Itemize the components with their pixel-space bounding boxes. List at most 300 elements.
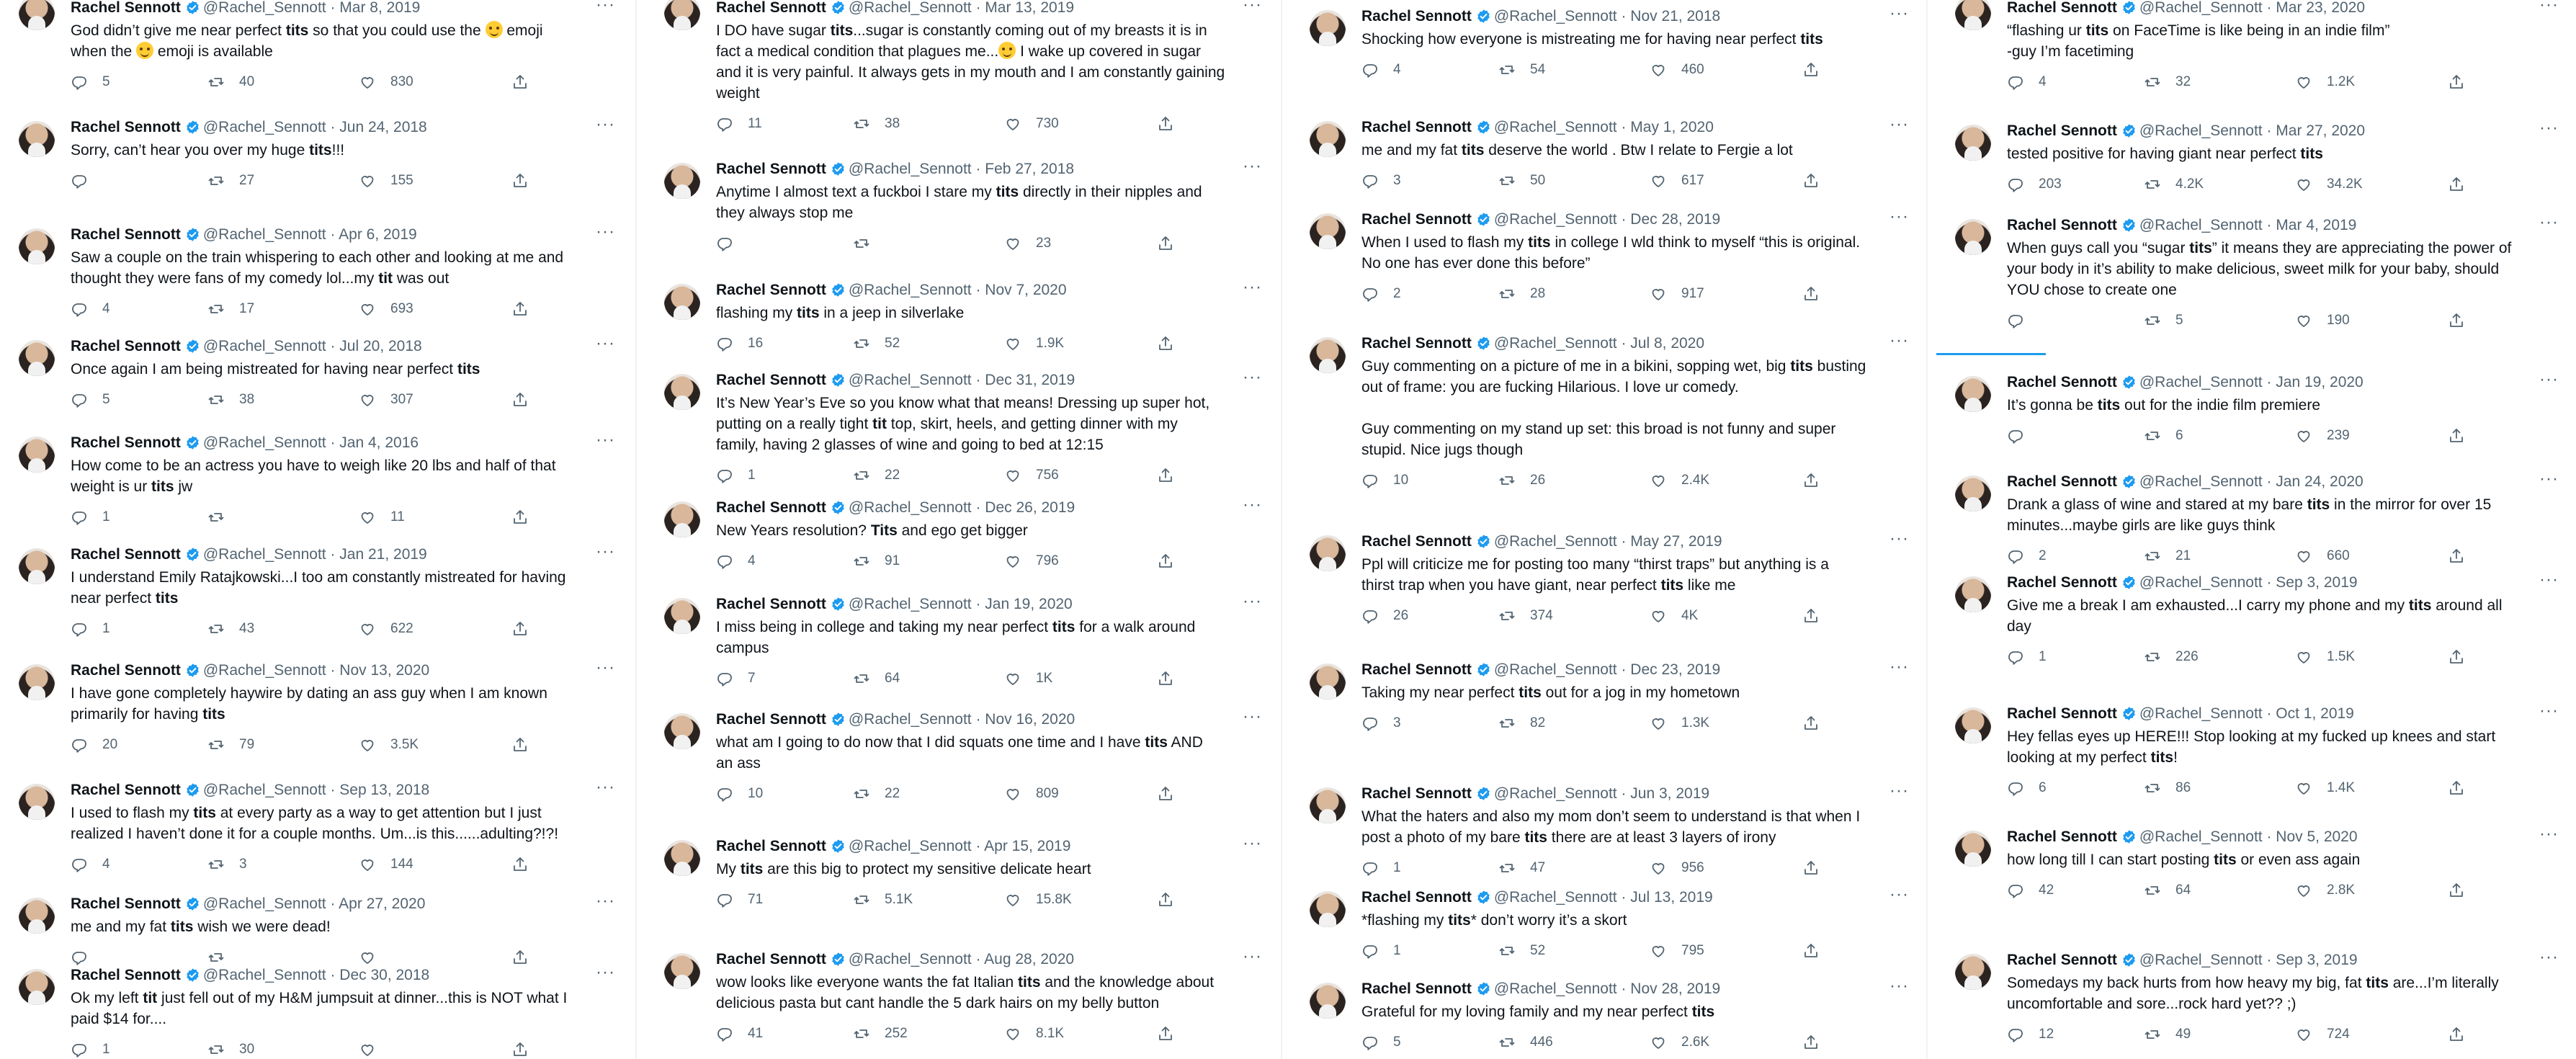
- share-button[interactable]: [1157, 784, 1174, 804]
- more-icon[interactable]: ···: [1243, 277, 1262, 297]
- more-icon[interactable]: ···: [1243, 495, 1262, 514]
- retweet-button[interactable]: [853, 551, 900, 571]
- author-handle[interactable]: @Rachel_Sennott: [202, 434, 326, 451]
- retweet-button[interactable]: [1498, 858, 1545, 878]
- more-icon[interactable]: ···: [1243, 156, 1262, 176]
- tweet-date[interactable]: Apr 27, 2020: [339, 895, 426, 912]
- author-name[interactable]: Rachel Sennott: [71, 895, 181, 912]
- author-name[interactable]: Rachel Sennott: [71, 546, 181, 563]
- more-icon[interactable]: ···: [2539, 0, 2559, 14]
- like-button[interactable]: [1004, 233, 1051, 254]
- tweet-date[interactable]: Jan 4, 2016: [339, 434, 419, 451]
- like-button[interactable]: [2295, 546, 2350, 566]
- reply-button[interactable]: [1361, 1032, 1401, 1053]
- share-button[interactable]: [2448, 310, 2465, 331]
- reply-button[interactable]: [2007, 426, 2039, 446]
- author-handle[interactable]: @Rachel_Sennott: [2139, 122, 2263, 139]
- author-name[interactable]: Rachel Sennott: [1361, 533, 1472, 550]
- avatar[interactable]: [664, 713, 700, 749]
- author-handle[interactable]: @Rachel_Sennott: [1493, 8, 1617, 24]
- avatar[interactable]: [664, 374, 700, 410]
- share-button[interactable]: [2448, 880, 2465, 901]
- retweet-button[interactable]: [2144, 426, 2183, 446]
- author-name[interactable]: Rachel Sennott: [1361, 8, 1472, 24]
- like-button[interactable]: [1004, 669, 1052, 689]
- share-button[interactable]: [2448, 174, 2465, 195]
- share-button[interactable]: [1802, 284, 1820, 304]
- tweet-date[interactable]: Dec 31, 2019: [985, 372, 1075, 388]
- author-name[interactable]: Rachel Sennott: [716, 282, 826, 298]
- tweet-date[interactable]: Jan 21, 2019: [339, 546, 427, 563]
- share-button[interactable]: [511, 619, 529, 639]
- author-handle[interactable]: @Rachel_Sennott: [848, 499, 972, 516]
- reply-button[interactable]: [716, 669, 756, 689]
- author-handle[interactable]: @Rachel_Sennott: [848, 596, 972, 612]
- tweet-date[interactable]: Jan 24, 2020: [2276, 473, 2363, 490]
- share-button[interactable]: [1802, 713, 1820, 733]
- more-icon[interactable]: ···: [2539, 701, 2559, 720]
- retweet-button[interactable]: [207, 1040, 254, 1059]
- share-button[interactable]: [1802, 60, 1820, 80]
- share-button[interactable]: [2448, 72, 2465, 92]
- like-button[interactable]: [1650, 941, 1704, 961]
- reply-button[interactable]: [71, 390, 110, 410]
- reply-button[interactable]: [2007, 647, 2047, 667]
- avatar[interactable]: [1955, 576, 1991, 612]
- more-icon[interactable]: ···: [1243, 947, 1262, 966]
- tweet-date[interactable]: Feb 27, 2018: [985, 161, 1075, 177]
- avatar[interactable]: [1955, 125, 1991, 161]
- like-button[interactable]: [1650, 858, 1704, 878]
- avatar[interactable]: [664, 501, 700, 537]
- reply-button[interactable]: [716, 233, 748, 254]
- share-button[interactable]: [1157, 551, 1174, 571]
- avatar[interactable]: [1955, 219, 1991, 255]
- avatar[interactable]: [19, 784, 55, 820]
- share-button[interactable]: [1802, 1032, 1820, 1053]
- author-handle[interactable]: @Rachel_Sennott: [1493, 785, 1617, 802]
- author-name[interactable]: Rachel Sennott: [2007, 828, 2117, 845]
- author-name[interactable]: Rachel Sennott: [71, 119, 181, 135]
- avatar[interactable]: [19, 969, 55, 1005]
- share-button[interactable]: [1157, 233, 1174, 254]
- retweet-button[interactable]: [853, 669, 900, 689]
- author-name[interactable]: Rachel Sennott: [71, 782, 181, 798]
- retweet-button[interactable]: [207, 735, 254, 755]
- author-name[interactable]: Rachel Sennott: [1361, 661, 1472, 678]
- author-handle[interactable]: @Rachel_Sennott: [848, 0, 972, 16]
- author-handle[interactable]: @Rachel_Sennott: [202, 662, 326, 679]
- reply-button[interactable]: [1361, 284, 1401, 304]
- like-button[interactable]: [359, 507, 405, 527]
- reply-button[interactable]: [2007, 174, 2062, 195]
- reply-button[interactable]: [716, 465, 756, 486]
- share-button[interactable]: [511, 735, 529, 755]
- avatar[interactable]: [664, 163, 700, 199]
- tweet-date[interactable]: Oct 1, 2019: [2276, 705, 2354, 722]
- author-name[interactable]: Rachel Sennott: [2007, 122, 2117, 139]
- retweet-button[interactable]: [207, 619, 254, 639]
- reply-button[interactable]: [71, 854, 110, 875]
- more-icon[interactable]: ···: [1243, 0, 1262, 14]
- reply-button[interactable]: [1361, 713, 1401, 733]
- more-icon[interactable]: ···: [596, 891, 615, 911]
- tweet-date[interactable]: Sep 3, 2019: [2276, 952, 2358, 968]
- more-icon[interactable]: ···: [1889, 331, 1909, 350]
- like-button[interactable]: [1650, 284, 1704, 304]
- retweet-button[interactable]: [1498, 171, 1545, 191]
- tweet-date[interactable]: Nov 16, 2020: [985, 711, 1075, 728]
- tweet-date[interactable]: Jun 24, 2018: [339, 119, 427, 135]
- tweet-date[interactable]: Dec 28, 2019: [1630, 211, 1721, 228]
- share-button[interactable]: [1157, 1024, 1174, 1044]
- author-handle[interactable]: @Rachel_Sennott: [1493, 980, 1617, 997]
- reply-button[interactable]: [716, 890, 763, 910]
- share-button[interactable]: [1157, 334, 1174, 354]
- author-handle[interactable]: @Rachel_Sennott: [2139, 473, 2263, 490]
- tweet-date[interactable]: May 1, 2020: [1630, 119, 1714, 135]
- more-icon[interactable]: ···: [1889, 4, 1909, 23]
- reply-button[interactable]: [2007, 880, 2054, 901]
- tweet-date[interactable]: Jul 8, 2020: [1630, 335, 1705, 352]
- avatar[interactable]: [1955, 376, 1991, 412]
- tweet-date[interactable]: Sep 13, 2018: [339, 782, 430, 798]
- reply-button[interactable]: [2007, 310, 2039, 331]
- share-button[interactable]: [1157, 890, 1174, 910]
- more-icon[interactable]: ···: [596, 0, 615, 14]
- share-button[interactable]: [2448, 546, 2465, 566]
- avatar[interactable]: [1310, 535, 1346, 571]
- more-icon[interactable]: ···: [2539, 824, 2559, 844]
- avatar[interactable]: [19, 664, 55, 700]
- reply-button[interactable]: [71, 507, 110, 527]
- share-button[interactable]: [1802, 470, 1820, 491]
- reply-button[interactable]: [716, 114, 762, 134]
- share-button[interactable]: [2448, 426, 2465, 446]
- reply-button[interactable]: [1361, 470, 1408, 491]
- retweet-button[interactable]: [1498, 713, 1545, 733]
- more-icon[interactable]: ···: [596, 962, 615, 982]
- tweet-date[interactable]: Mar 27, 2020: [2276, 122, 2366, 139]
- author-handle[interactable]: @Rachel_Sennott: [202, 119, 326, 135]
- reply-button[interactable]: [2007, 1024, 2054, 1045]
- avatar[interactable]: [1310, 891, 1346, 927]
- reply-button[interactable]: [1361, 171, 1401, 191]
- share-button[interactable]: [1802, 171, 1820, 191]
- author-name[interactable]: Rachel Sennott: [71, 967, 181, 983]
- tweet-date[interactable]: Dec 23, 2019: [1630, 661, 1721, 678]
- author-name[interactable]: Rachel Sennott: [2007, 217, 2117, 233]
- avatar[interactable]: [19, 340, 55, 376]
- avatar[interactable]: [19, 121, 55, 157]
- avatar[interactable]: [664, 840, 700, 876]
- more-icon[interactable]: ···: [1243, 367, 1262, 387]
- avatar[interactable]: [664, 953, 700, 989]
- author-name[interactable]: Rachel Sennott: [716, 0, 826, 16]
- retweet-button[interactable]: [853, 465, 900, 486]
- avatar[interactable]: [1310, 121, 1346, 157]
- author-name[interactable]: Rachel Sennott: [1361, 211, 1472, 228]
- reply-button[interactable]: [71, 735, 117, 755]
- tweet-date[interactable]: May 27, 2019: [1630, 533, 1722, 550]
- author-name[interactable]: Rachel Sennott: [2007, 952, 2117, 968]
- like-button[interactable]: [1004, 551, 1059, 571]
- share-button[interactable]: [511, 1040, 529, 1059]
- retweet-button[interactable]: [207, 72, 254, 92]
- avatar[interactable]: [664, 0, 700, 30]
- reply-button[interactable]: [1361, 858, 1401, 878]
- more-icon[interactable]: ···: [1889, 781, 1909, 800]
- retweet-button[interactable]: [2144, 174, 2204, 195]
- like-button[interactable]: [2295, 426, 2350, 446]
- author-handle[interactable]: @Rachel_Sennott: [202, 782, 326, 798]
- retweet-button[interactable]: [2144, 778, 2191, 798]
- avatar[interactable]: [1310, 787, 1346, 823]
- more-icon[interactable]: ···: [1889, 115, 1909, 134]
- like-button[interactable]: [359, 619, 413, 639]
- avatar[interactable]: [19, 898, 55, 934]
- avatar[interactable]: [1955, 475, 1991, 511]
- more-icon[interactable]: ···: [2539, 947, 2559, 967]
- author-handle[interactable]: @Rachel_Sennott: [202, 546, 326, 563]
- like-button[interactable]: [1650, 1032, 1709, 1053]
- reply-button[interactable]: [716, 551, 756, 571]
- retweet-button[interactable]: [1498, 470, 1545, 491]
- reply-button[interactable]: [71, 171, 102, 191]
- like-button[interactable]: [1004, 465, 1059, 486]
- tweet-date[interactable]: Nov 7, 2020: [985, 282, 1067, 298]
- like-button[interactable]: [1004, 114, 1059, 134]
- author-handle[interactable]: @Rachel_Sennott: [848, 282, 972, 298]
- tweet-date[interactable]: Sep 3, 2019: [2276, 574, 2358, 591]
- avatar[interactable]: [1955, 954, 1991, 990]
- tweet-date[interactable]: Jul 20, 2018: [339, 338, 422, 354]
- tweet-date[interactable]: Nov 28, 2019: [1630, 980, 1721, 997]
- more-icon[interactable]: ···: [2539, 570, 2559, 589]
- author-handle[interactable]: @Rachel_Sennott: [848, 838, 972, 854]
- like-button[interactable]: [1004, 334, 1064, 354]
- share-button[interactable]: [511, 299, 529, 319]
- author-name[interactable]: Rachel Sennott: [1361, 785, 1472, 802]
- author-handle[interactable]: @Rachel_Sennott: [848, 372, 972, 388]
- retweet-button[interactable]: [1498, 606, 1553, 626]
- like-button[interactable]: [1650, 606, 1698, 626]
- like-button[interactable]: [2295, 647, 2355, 667]
- author-name[interactable]: Rachel Sennott: [2007, 705, 2117, 722]
- more-icon[interactable]: ···: [596, 658, 615, 677]
- like-button[interactable]: [1004, 890, 1072, 910]
- avatar[interactable]: [1955, 0, 1991, 30]
- avatar[interactable]: [664, 598, 700, 634]
- author-name[interactable]: Rachel Sennott: [716, 161, 826, 177]
- retweet-button[interactable]: [2144, 1024, 2191, 1045]
- retweet-button[interactable]: [207, 299, 254, 319]
- tweet-date[interactable]: Mar 8, 2019: [339, 0, 421, 16]
- author-name[interactable]: Rachel Sennott: [71, 662, 181, 679]
- reply-button[interactable]: [716, 784, 763, 804]
- retweet-button[interactable]: [207, 507, 239, 527]
- author-handle[interactable]: @Rachel_Sennott: [202, 895, 326, 912]
- like-button[interactable]: [1650, 60, 1704, 80]
- author-handle[interactable]: @Rachel_Sennott: [2139, 705, 2263, 722]
- share-button[interactable]: [1802, 858, 1820, 878]
- tweet-date[interactable]: Apr 15, 2019: [984, 838, 1071, 854]
- more-icon[interactable]: ···: [596, 222, 615, 241]
- retweet-button[interactable]: [1498, 1032, 1553, 1053]
- more-icon[interactable]: ···: [1889, 976, 1909, 996]
- author-handle[interactable]: @Rachel_Sennott: [2139, 217, 2263, 233]
- retweet-button[interactable]: [853, 114, 900, 134]
- more-icon[interactable]: ···: [2539, 370, 2559, 389]
- retweet-button[interactable]: [1498, 284, 1545, 304]
- tweet-date[interactable]: Jun 3, 2019: [1630, 785, 1710, 802]
- like-button[interactable]: [2295, 880, 2355, 901]
- share-button[interactable]: [2448, 778, 2465, 798]
- like-button[interactable]: [2295, 1024, 2350, 1045]
- like-button[interactable]: [1004, 784, 1059, 804]
- more-icon[interactable]: ···: [596, 334, 615, 353]
- author-handle[interactable]: @Rachel_Sennott: [1493, 661, 1617, 678]
- author-name[interactable]: Rachel Sennott: [716, 711, 826, 728]
- author-handle[interactable]: @Rachel_Sennott: [1493, 119, 1617, 135]
- reply-button[interactable]: [71, 1040, 110, 1059]
- avatar[interactable]: [1310, 663, 1346, 700]
- like-button[interactable]: [1650, 171, 1704, 191]
- retweet-button[interactable]: [207, 854, 247, 875]
- like-button[interactable]: [359, 72, 413, 92]
- reply-button[interactable]: [2007, 778, 2047, 798]
- author-handle[interactable]: @Rachel_Sennott: [1493, 211, 1617, 228]
- like-button[interactable]: [1650, 713, 1709, 733]
- share-button[interactable]: [511, 72, 529, 92]
- reply-button[interactable]: [71, 619, 110, 639]
- retweet-button[interactable]: [207, 947, 239, 968]
- avatar[interactable]: [19, 228, 55, 264]
- tweet-date[interactable]: Nov 5, 2020: [2276, 828, 2358, 845]
- tweet-date[interactable]: Mar 13, 2019: [985, 0, 1075, 16]
- share-button[interactable]: [2448, 647, 2465, 667]
- author-handle[interactable]: @Rachel_Sennott: [2139, 574, 2263, 591]
- author-name[interactable]: Rachel Sennott: [2007, 473, 2117, 490]
- author-name[interactable]: Rachel Sennott: [716, 372, 826, 388]
- author-handle[interactable]: @Rachel_Sennott: [848, 711, 972, 728]
- like-button[interactable]: [2295, 72, 2355, 92]
- author-handle[interactable]: @Rachel_Sennott: [202, 338, 326, 354]
- reply-button[interactable]: [71, 299, 110, 319]
- like-button[interactable]: [2295, 310, 2350, 331]
- reply-button[interactable]: [1361, 941, 1401, 961]
- tweet-date[interactable]: Jan 19, 2020: [985, 596, 1073, 612]
- like-button[interactable]: [359, 854, 413, 875]
- tweet-date[interactable]: Mar 23, 2020: [2276, 0, 2366, 16]
- like-button[interactable]: [1650, 470, 1709, 491]
- like-button[interactable]: [359, 390, 413, 410]
- share-button[interactable]: [1157, 669, 1174, 689]
- share-button[interactable]: [511, 507, 529, 527]
- author-name[interactable]: Rachel Sennott: [1361, 889, 1472, 906]
- author-name[interactable]: Rachel Sennott: [71, 226, 181, 243]
- reply-button[interactable]: [716, 334, 763, 354]
- retweet-button[interactable]: [853, 233, 885, 254]
- share-button[interactable]: [511, 947, 529, 968]
- avatar[interactable]: [19, 548, 55, 584]
- tweet-date[interactable]: Dec 26, 2019: [985, 499, 1075, 516]
- share-button[interactable]: [1802, 941, 1820, 961]
- avatar[interactable]: [19, 0, 55, 30]
- share-button[interactable]: [511, 854, 529, 875]
- author-handle[interactable]: @Rachel_Sennott: [2139, 952, 2263, 968]
- author-name[interactable]: Rachel Sennott: [716, 596, 826, 612]
- author-handle[interactable]: @Rachel_Sennott: [2139, 0, 2263, 16]
- like-button[interactable]: [359, 947, 390, 968]
- reply-button[interactable]: [1361, 60, 1401, 80]
- avatar[interactable]: [664, 284, 700, 320]
- author-name[interactable]: Rachel Sennott: [2007, 0, 2117, 16]
- share-button[interactable]: [511, 171, 529, 191]
- tweet-date[interactable]: Mar 4, 2019: [2276, 217, 2357, 233]
- more-icon[interactable]: ···: [1243, 834, 1262, 853]
- more-icon[interactable]: ···: [596, 430, 615, 450]
- author-handle[interactable]: @Rachel_Sennott: [202, 967, 326, 983]
- tweet-date[interactable]: Jul 13, 2019: [1630, 889, 1713, 906]
- author-handle[interactable]: @Rachel_Sennott: [1493, 335, 1617, 352]
- author-handle[interactable]: @Rachel_Sennott: [202, 0, 326, 16]
- author-name[interactable]: Rachel Sennott: [2007, 574, 2117, 591]
- share-button[interactable]: [511, 390, 529, 410]
- reply-button[interactable]: [716, 1024, 763, 1044]
- tweet-date[interactable]: Jan 19, 2020: [2276, 374, 2363, 390]
- reply-button[interactable]: [1361, 606, 1408, 626]
- author-name[interactable]: Rachel Sennott: [1361, 119, 1472, 135]
- more-icon[interactable]: ···: [1889, 207, 1909, 226]
- retweet-button[interactable]: [2144, 310, 2183, 331]
- reply-button[interactable]: [71, 72, 110, 92]
- retweet-button[interactable]: [1498, 60, 1545, 80]
- reply-button[interactable]: [2007, 546, 2047, 566]
- author-name[interactable]: Rachel Sennott: [716, 951, 826, 968]
- tweet-date[interactable]: Nov 13, 2020: [339, 662, 430, 679]
- author-name[interactable]: Rachel Sennott: [716, 499, 826, 516]
- share-button[interactable]: [1157, 114, 1174, 134]
- retweet-button[interactable]: [853, 784, 900, 804]
- author-name[interactable]: Rachel Sennott: [1361, 335, 1472, 352]
- retweet-button[interactable]: [1498, 941, 1545, 961]
- more-icon[interactable]: ···: [1889, 529, 1909, 548]
- author-name[interactable]: Rachel Sennott: [71, 338, 181, 354]
- author-handle[interactable]: @Rachel_Sennott: [1493, 533, 1617, 550]
- like-button[interactable]: [2295, 174, 2363, 195]
- author-name[interactable]: Rachel Sennott: [71, 0, 181, 16]
- author-name[interactable]: Rachel Sennott: [1361, 980, 1472, 997]
- retweet-button[interactable]: [853, 890, 913, 910]
- share-button[interactable]: [2448, 1024, 2465, 1045]
- retweet-button[interactable]: [2144, 546, 2191, 566]
- author-handle[interactable]: @Rachel_Sennott: [848, 951, 972, 968]
- author-handle[interactable]: @Rachel_Sennott: [2139, 374, 2263, 390]
- author-handle[interactable]: @Rachel_Sennott: [1493, 889, 1617, 906]
- reply-button[interactable]: [71, 947, 102, 968]
- like-button[interactable]: [359, 1040, 390, 1059]
- tweet-date[interactable]: Aug 28, 2020: [984, 951, 1075, 968]
- more-icon[interactable]: ···: [596, 542, 615, 561]
- like-button[interactable]: [1004, 1024, 1064, 1044]
- more-icon[interactable]: ···: [2539, 118, 2559, 138]
- like-button[interactable]: [359, 735, 419, 755]
- more-icon[interactable]: ···: [1889, 885, 1909, 904]
- avatar[interactable]: [1955, 831, 1991, 867]
- avatar[interactable]: [1310, 337, 1346, 373]
- like-button[interactable]: [359, 299, 413, 319]
